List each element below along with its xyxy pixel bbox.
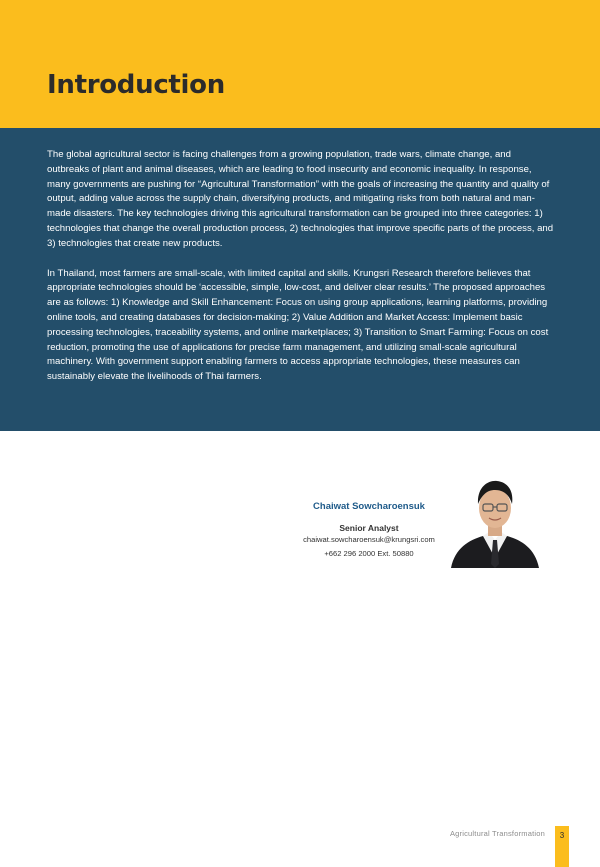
page-number: 3 xyxy=(559,831,565,840)
author-portrait xyxy=(447,474,543,568)
author-role: Senior Analyst xyxy=(339,523,399,533)
body-paragraph-2: In Thailand, most farmers are small-scale, with limited capital and skills. Krungsri Research therefore believes that appropriate technologies should be ‘accessible, simple, low-cost, and deliver clear results.’ The proposed approaches are as follows: 1) Knowledge and Skill Enhancement: Focus on using group applications, learning platforms, providing online tools, and creating databases for decision-making; 2) Value Addition and Market Access: Implement basic processing technologies, traceability systems, and online marketplaces; 3) Transition to Smart Farming: Focus on cost reduction, promoting the use of applications for precise farm management, and utilizing small-scale agricultural machinery. With government support enabling farmers to access appropriate technologies, these measures can sustainably elevate the livelihoods of Thai farmers. xyxy=(47,267,549,383)
footer-label: Agricultural Transformation xyxy=(449,829,545,838)
body-text xyxy=(47,148,555,400)
author-email: chaiwat.sowcharoensuk@krungsri.com xyxy=(303,535,435,544)
author-block xyxy=(280,500,458,560)
author-phone: +662 296 2000 Ext. 50880 xyxy=(324,549,414,558)
header-band xyxy=(0,0,600,128)
body-paragraph-1: The global agricultural sector is facing challenges from a growing population, trade wars, climate change, and outbreaks of plant and animal diseases, which are leading to food insecurity and economic inequality. In response, many governments are pushing for “Agricultural Transformation” with the goals of increasing the quantity and quality of output, adding value across the supply chain, diversifying products, and mitigating risks from both natural and man-made disasters. The key technologies driving this agricultural transformation can be grouped into three categories: 1) technologies that change the overall production process, 2) technologies that improve specific parts of the process, and 3) technologies that create new products. xyxy=(47,149,554,249)
author-name: Chaiwat Sowcharoensuk xyxy=(313,501,425,512)
page-title: Introduction xyxy=(47,70,225,100)
page-number-tab xyxy=(555,826,569,867)
